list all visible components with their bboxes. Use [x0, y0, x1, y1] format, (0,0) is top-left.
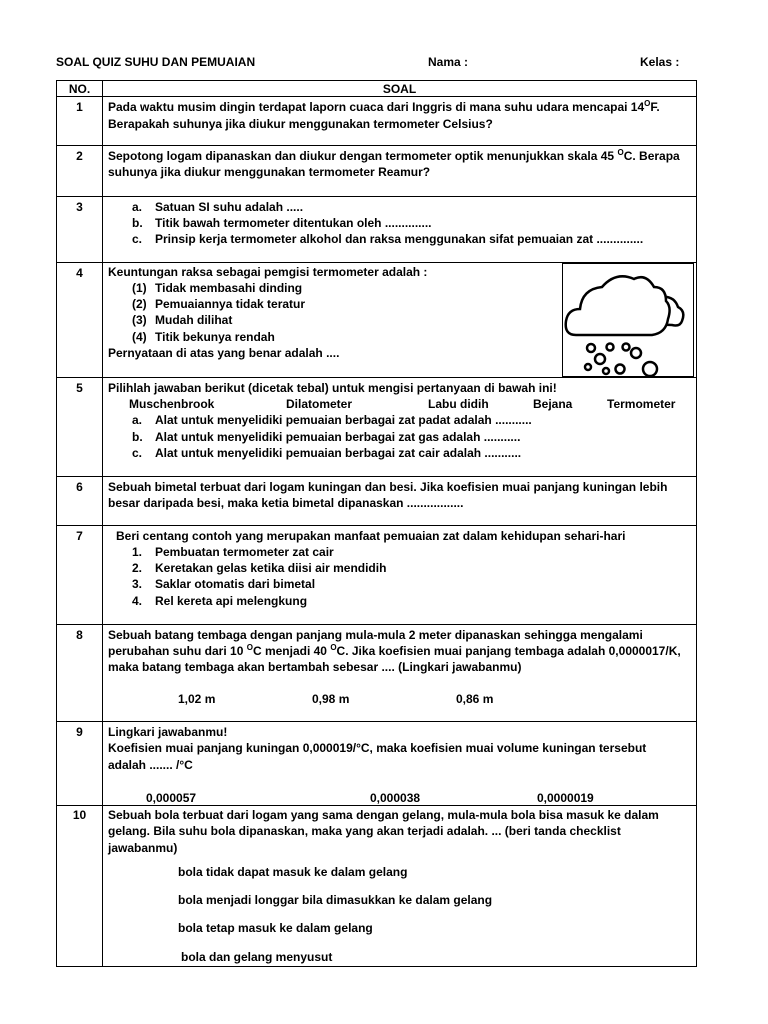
worksheet-title: SOAL QUIZ SUHU DAN PEMUAIAN	[56, 55, 256, 69]
item-mark: 1.	[132, 545, 143, 559]
answer-option: bola tidak dapat masuk ke dalam gelang	[178, 865, 408, 879]
item-text: Prinsip kerja termometer alkohol dan raksa menggunakan sifat pemuaian zat ..............	[155, 232, 644, 246]
question-number: 9	[76, 725, 83, 739]
question-text: gelang. Bila suhu bola dipanaskan, maka yang akan terjadi adalah. ... (beri tanda checklist	[108, 824, 621, 838]
item-text: Keretakan gelas ketika diisi air mendidih	[155, 561, 387, 575]
item-mark: b.	[132, 430, 143, 444]
row-divider	[56, 377, 697, 378]
answer-option: bola dan gelang menyusut	[181, 950, 333, 964]
question-number: 8	[76, 628, 83, 642]
question-text: suhunya jika diukur menggunakan termometer Reamur?	[108, 165, 431, 179]
answer-option: 1,02 m	[178, 692, 216, 706]
question-text: Pernyataan di atas yang benar adalah ....	[108, 346, 340, 360]
row-divider	[56, 476, 697, 477]
question-text: Sepotong logam dipanaskan dan diukur dengan termometer optik menunjukkan skala 45 $^O$C. Berapa	[108, 148, 680, 163]
item-mark: a.	[132, 413, 143, 427]
question-text: Berapakah suhunya jika diukur menggunakan termometer Celsius?	[108, 117, 493, 131]
question-number: 4	[76, 266, 83, 280]
question-number: 5	[76, 381, 83, 395]
question-number: 3	[76, 200, 83, 214]
answer-option: 0,000038	[370, 791, 421, 805]
item-text: Saklar otomatis dari bimetal	[155, 577, 316, 591]
item-text: Alat untuk menyelidiki pemuaian berbagai zat gas adalah ...........	[155, 430, 521, 444]
question-number: 2	[76, 149, 83, 163]
question-number: 10	[72, 808, 87, 822]
class-label: Kelas :	[640, 55, 680, 69]
item-text: Alat untuk menyelidiki pemuaian berbagai zat cair adalah ...........	[155, 446, 522, 460]
answer-option: 0,98 m	[312, 692, 350, 706]
question-number: 1	[76, 100, 83, 114]
item-mark: (3)	[132, 313, 147, 327]
option-word: Dilatometer	[286, 397, 353, 411]
item-mark: 2.	[132, 561, 143, 575]
item-mark: c.	[132, 232, 143, 246]
answer-option: 0,000057	[146, 791, 197, 805]
option-word: Bejana	[533, 397, 573, 411]
item-text: Rel kereta api melengkung	[155, 594, 308, 608]
question-text: Beri centang contoh yang merupakan manfaat pemuaian zat dalam kehidupan sehari-hari	[116, 529, 626, 543]
question-text: Sebuah bola terbuat dari logam yang sama dengan gelang, mula-mula bola bisa masuk ke dalam	[108, 808, 659, 822]
table-border-bottom	[56, 966, 697, 967]
name-label: Nama :	[428, 55, 469, 69]
row-divider	[56, 624, 697, 625]
question-text: Pilihlah jawaban berikut (dicetak tebal) untuk mengisi pertanyaan di bawah ini!	[108, 381, 557, 395]
question-number: 6	[76, 480, 83, 494]
question-text: adalah ....... /°C	[108, 758, 193, 772]
table-border-right	[696, 80, 697, 967]
answer-option: 0,86 m	[456, 692, 494, 706]
item-text: Mudah dilihat	[155, 313, 233, 327]
question-text: perubahan suhu dari 10 $^O$C menjadi 40 $^O$C. Jika koefisien muai panjang tembaga adalah 0,0000017/K,	[108, 643, 681, 658]
question-number: 7	[76, 529, 83, 543]
item-text: Tidak membasahi dinding	[155, 281, 303, 295]
item-text: Satuan SI suhu adalah .....	[155, 200, 304, 214]
question-text: Sebuah bimetal terbuat dari logam kuningan dan besi. Jika koefisien muai panjang kuningan lebih	[108, 480, 668, 494]
question-text: Koefisien muai panjang kuningan 0,000019/°C, maka koefisien muai volume kuningan tersebut	[108, 741, 647, 755]
row-divider	[56, 145, 697, 146]
item-text: Pembuatan termometer zat cair	[155, 545, 334, 559]
row-divider	[56, 196, 697, 197]
question-text: Keuntungan raksa sebagai pemgisi termometer adalah :	[108, 265, 428, 279]
row-divider	[56, 525, 697, 526]
answer-option: bola menjadi longgar bila dimasukkan ke dalam gelang	[178, 893, 493, 907]
row-divider	[56, 721, 697, 722]
question-text: Lingkari jawabanmu!	[108, 725, 228, 739]
question-text: jawabanmu)	[108, 841, 178, 855]
option-word: Labu didih	[428, 397, 489, 411]
item-mark: 3.	[132, 577, 143, 591]
option-word: Muschenbrook	[129, 397, 215, 411]
question-text: Sebuah batang tembaga dengan panjang mula-mula 2 meter dipanaskan sehingga mengalami	[108, 628, 643, 642]
question-text: Pada waktu musim dingin terdapat laporn cuaca dari Inggris di mana suhu udara mencapai $14^OF$.	[108, 99, 660, 114]
item-text: Pemuaiannya tidak teratur	[155, 297, 306, 311]
item-mark: (4)	[132, 330, 147, 344]
column-header-soal: SOAL	[382, 82, 417, 96]
item-mark: 4.	[132, 594, 143, 608]
item-mark: b.	[132, 216, 143, 230]
item-text: Alat untuk menyelidiki pemuaian berbagai zat padat adalah ...........	[155, 413, 532, 427]
option-word: Termometer	[607, 397, 676, 411]
question-text: maka batang tembaga akan bertambah sebesar .... (Lingkari jawabanmu)	[108, 660, 522, 674]
table-column-divider	[102, 80, 103, 967]
answer-option: 0,0000019	[537, 791, 594, 805]
item-mark: (2)	[132, 297, 147, 311]
column-header-no: NO.	[68, 82, 91, 96]
worksheet-header	[0, 54, 768, 70]
item-text: Titik bekunya rendah	[155, 330, 275, 344]
item-mark: a.	[132, 200, 143, 214]
question-text: besar daripada besi, maka ketia bimetal dipanaskan .................	[108, 496, 464, 510]
answer-option: bola tetap masuk ke dalam gelang	[178, 921, 373, 935]
item-mark: c.	[132, 446, 143, 460]
item-mark: (1)	[132, 281, 147, 295]
snow-cloud-illustration	[562, 263, 694, 377]
item-text: Titik bawah termometer ditentukan oleh ..............	[155, 216, 432, 230]
